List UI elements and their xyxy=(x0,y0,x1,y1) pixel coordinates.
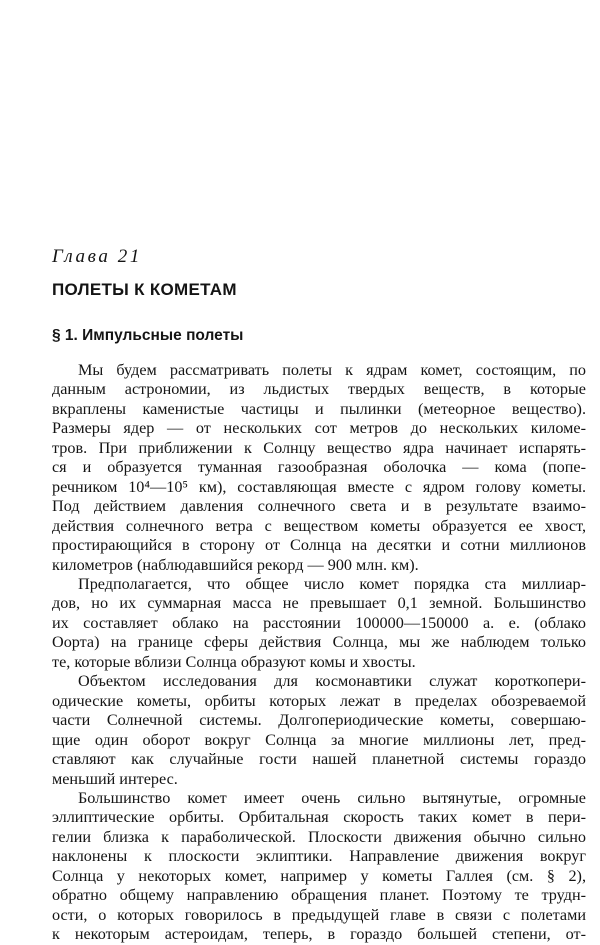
text-line: данным астрономии, из льдистых твердых веществ, в которые xyxy=(52,380,586,399)
text-line: щие один оборот вокруг Солнца за многие миллионы лет, пред- xyxy=(52,730,586,749)
text-line: Под действием давления солнечного света и в результате взаимо- xyxy=(52,497,586,516)
text-line: к некоторым астероидам, теперь, в гораздо большей степени, от- xyxy=(52,925,586,944)
text-line: тров. При приближении к Солнцу вещество ядра начинает испарять- xyxy=(52,438,586,457)
text-line: простирающийся в сторону от Солнца на десятки и сотни миллионов xyxy=(52,536,586,555)
text-line: ся и образуется туманная газообразная оболочка — кома (попе- xyxy=(52,458,586,477)
text-line: обратно общему направлению обращения планет. Поэтому те трудн- xyxy=(52,886,586,905)
text-line: ставляют как случайные гости нашей планетной системы гораздо xyxy=(52,750,586,769)
body-text xyxy=(52,361,586,945)
text-line: эллиптические орбиты. Орбитальная скорость таких комет в пери- xyxy=(52,808,586,827)
text-line: Объектом исследования для космонавтики служат короткопери- xyxy=(78,672,586,691)
book-page xyxy=(52,0,586,945)
paragraph xyxy=(52,672,586,789)
text-line: ости, о которых говорилось в предыдущей главе в связи с полетами xyxy=(52,905,586,924)
text-line: гелии близка к параболической. Плоскости движения обычно сильно xyxy=(52,827,586,846)
text-line: Предполагается, что общее число комет порядка ста миллиар- xyxy=(78,574,586,593)
paragraph xyxy=(52,361,586,575)
text-line: части Солнечной системы. Долгопериодические кометы, совершаю- xyxy=(52,711,586,730)
paragraph xyxy=(52,789,586,945)
text-line: их составляет облако на расстоянии 100000—150000 а. е. (облако xyxy=(52,613,586,632)
paragraph xyxy=(52,575,586,672)
section-heading: § 1. Импульсные полеты xyxy=(52,327,244,344)
text-line: действия солнечного ветра с веществом кометы образуется ее хвост, xyxy=(52,516,586,535)
chapter-title: ПОЛЕТЫ К КОМЕТАМ xyxy=(52,280,237,299)
text-line: наклонены к плоскости эклиптики. Направление движения вокруг xyxy=(52,847,586,866)
text-line: Оорта) на границе сферы действия Солнца, мы же наблюдем только xyxy=(52,633,586,652)
text-line: меньший интерес. xyxy=(52,769,178,788)
text-line: те, которые вблизи Солнца образуют комы и хвосты. xyxy=(52,652,416,671)
text-line: речником 10⁴—10⁵ км), составляющая вместе с ядром голову кометы. xyxy=(52,477,586,496)
text-line: километров (наблюдавшийся рекорд — 900 млн. км). xyxy=(52,555,419,574)
chapter-label: Глава 21 xyxy=(52,246,142,267)
text-line: вкраплены каменистые частицы и пылинки (метеорное вещество). xyxy=(52,399,586,418)
text-line: одические кометы, орбиты которых лежат в пределах обозреваемой xyxy=(52,691,586,710)
text-line: Мы будем рассматривать полеты к ядрам комет, состоящим, по xyxy=(78,361,586,379)
text-line: Размеры ядер — от нескольких сот метров до нескольких киломе- xyxy=(52,419,586,438)
text-line: дов, но их суммарная масса не превышает 0,1 земной. Большинство xyxy=(52,594,586,613)
text-line: Солнца у некоторых комет, например у кометы Галлея (см. § 2), xyxy=(52,866,586,885)
text-line: Большинство комет имеет очень сильно вытянутые, огромные xyxy=(78,788,586,807)
